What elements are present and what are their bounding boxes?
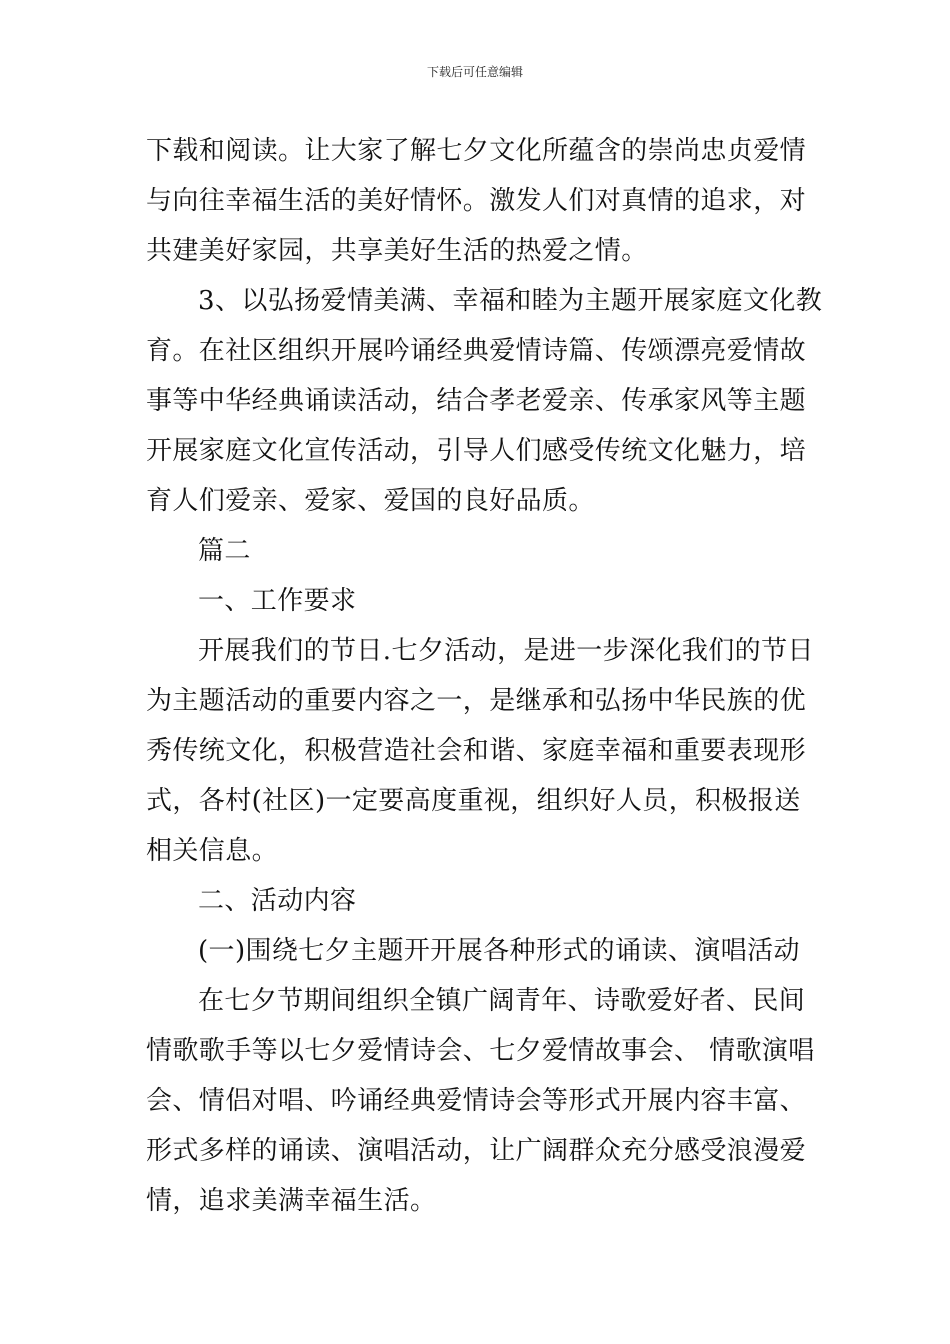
text-line-12: 为主题活动的重要内容之一，是继承和弘扬中华民族的优 bbox=[146, 686, 807, 716]
text-line-18: 在七夕节期间组织全镇广阔青年、诗歌爱好者、民间 bbox=[198, 986, 806, 1016]
page-header-note: 下载后可任意编辑 bbox=[426, 65, 523, 79]
text-line-6: 事等中华经典诵读活动，结合孝老爱亲、传承家风等主题 bbox=[146, 386, 807, 416]
section-heading-work-requirements: 一、工作要求 bbox=[198, 586, 357, 616]
text-line-22: 情，追求美满幸福生活。 bbox=[146, 1186, 437, 1216]
text-line-11: 开展我们的节日.七夕活动，是进一步深化我们的节日 bbox=[198, 636, 814, 666]
section-heading-activity-content: 二、活动内容 bbox=[198, 886, 357, 916]
text-line-21: 形式多样的诵读、演唱活动，让广阔群众充分感受浪漫爱 bbox=[146, 1136, 807, 1166]
subsection-heading-recitation: (一)围绕七夕主题开开展各种形式的诵读、演唱活动 bbox=[198, 936, 800, 966]
text-line-4: 3、以弘扬爱情美满、幸福和睦为主题开展家庭文化教 bbox=[198, 286, 823, 316]
text-line-15: 相关信息。 bbox=[146, 836, 279, 866]
text-line-5: 育。在社区组织开展吟诵经典爱情诗篇、传颂漂亮爱情故 bbox=[146, 336, 807, 366]
text-line-19: 情歌歌手等以七夕爱情诗会、七夕爱情故事会、 情歌演唱 bbox=[146, 1036, 815, 1066]
text-line-3: 共建美好家园，共享美好生活的热爱之情。 bbox=[146, 236, 648, 266]
text-line-7: 开展家庭文化宣传活动，引导人们感受传统文化魅力，培 bbox=[146, 436, 807, 466]
section-heading-part-two: 篇二 bbox=[198, 536, 251, 566]
text-line-8: 育人们爱亲、爱家、爱国的良好品质。 bbox=[146, 486, 595, 516]
text-line-1: 下载和阅读。让大家了解七夕文化所蕴含的崇尚忠贞爱情 bbox=[146, 136, 807, 166]
document-body bbox=[146, 126, 823, 1226]
text-line-13: 秀传统文化，积极营造社会和谐、家庭幸福和重要表现形 bbox=[146, 736, 807, 766]
text-line-14: 式，各村(社区)一定要高度重视，组织好人员，积极报送 bbox=[146, 786, 801, 816]
text-line-2: 与向往幸福生活的美好情怀。激发人们对真情的追求，对 bbox=[146, 186, 807, 216]
text-line-20: 会、情侣对唱、吟诵经典爱情诗会等形式开展内容丰富、 bbox=[146, 1086, 807, 1116]
